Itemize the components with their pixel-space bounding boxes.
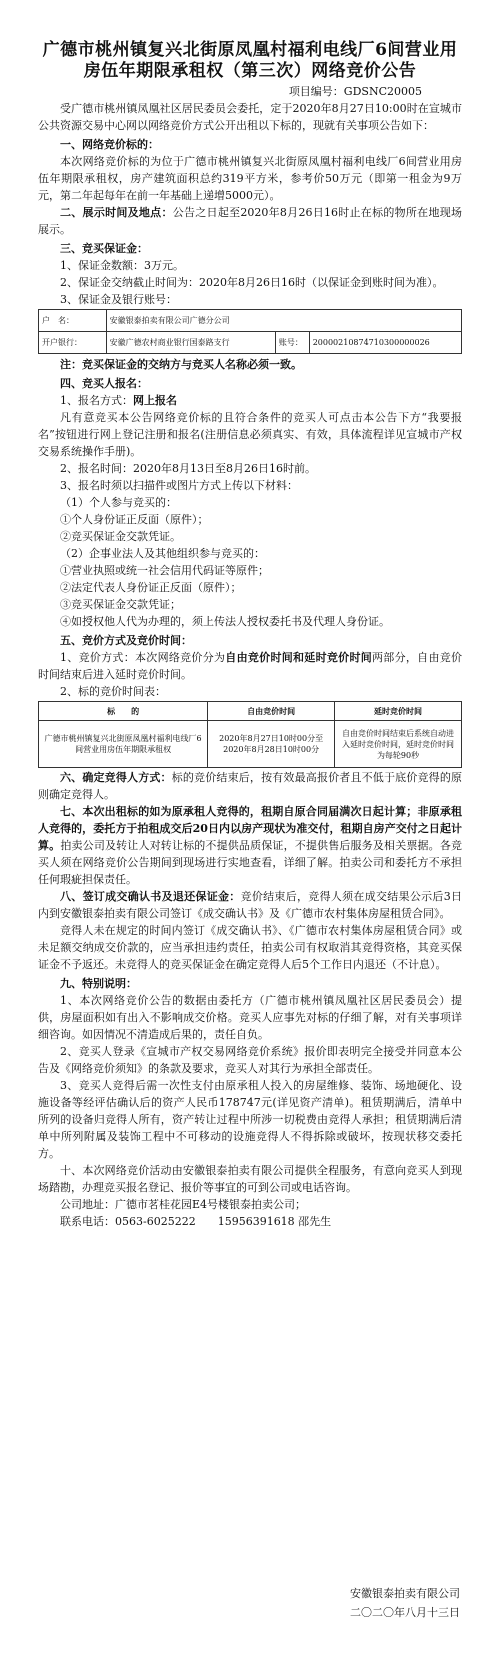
contact-phone: 联系电话：0563-6025222 15956391618 邵先生 — [60, 1215, 332, 1228]
registration-method — [38, 392, 462, 409]
intro-paragraph: 受广德市桃州镇凤凰社区居民委员会委托，定于2020年8月27日10:00时在宣城市公共资源交易中心网以网络竞价方式公开出租以下标的，现就有关事项公告如下： — [38, 102, 462, 132]
table-header: 自由竞价时间 — [208, 702, 335, 721]
table-cell: 2020年8月27日10时00分至2020年8月28日10时00分 — [208, 721, 335, 768]
deposit-deadline: 2、保证金交纳截止时间为：2020年8月26日16时（以保证金到账时间为准）。 — [60, 276, 444, 289]
section-9-heading: 九、特别说明： — [60, 977, 137, 990]
bank-name-value: 安徽广德农村商业银行国泰路支行 — [106, 332, 275, 354]
section-8-paragraph-2: 竞得人未在规定的时间内签订《成交确认书》、《广德市农村集体房屋租赁合同》或未足额交纳成交价款的，应当承担违约责任，拍卖公司有权取消其竞得资格，其竞买保证金不予返还。未竞得人的竞买保证金在确定竞得人后5个工作日内退还（不计息）。 — [38, 924, 462, 971]
section-2-text: 公告之日起至2020年8月26日16时止在标的物所在地现场展示。 — [38, 206, 462, 236]
section-1-text: 本次网络竞价标的为位于广德市桃州镇复兴北街原凤凰村福利电线厂6间营业用房伍年期限承租权，房产建筑面积总约319平方米，参考价50万元（即第一租金为9万元，第二年起每年在前一年基础上递增5000元）。 — [38, 155, 462, 202]
registration-time: 2、报名时间：2020年8月13日至8月26日16时前。 — [60, 462, 316, 475]
section-7-text: 拍卖公司及转让人对转让标的不提供品质保证，不提供售后服务及相关票据。各竞买人须在网络竞价公告期间到现场进行实地查看，详细了解。拍卖公司和委托方不承担任何瑕疵担保责任。 — [38, 839, 463, 886]
account-name-label: 户 名： — [39, 310, 107, 332]
bidding-method — [38, 649, 462, 683]
list-item: ①营业执照或统一社会信用代码证等原件； — [60, 564, 269, 577]
registration-instructions: 凡有意竞买本公告网络竞价标的且符合条件的竞买人可点击本公告下方“我要报名”按钮进行网上登记注册和报名(注册信息必须真实、有效，具体流程详见宣城市产权交易系统操作手册)。 — [38, 411, 462, 458]
special-note-1: 1、本次网络竞价公告的数据由委托方（广德市桃州镇凤凰社区居民委员会）提供，房屋面积如有出入不影响成交价格。竞买人应事先对标的仔细了解，对有关事项详细咨询。如因情况不清造成后果的，责任自负。 — [38, 994, 462, 1041]
list-item: ②竞买保证金交款凭证。 — [60, 530, 181, 543]
registration-method-value: 网上报名 — [133, 394, 177, 407]
section-4-heading: 四、竞买人报名： — [60, 377, 148, 390]
section-2-heading: 二、展示时间及地点： — [60, 206, 173, 219]
signature-company: 安徽银泰拍卖有限公司 — [350, 1587, 460, 1600]
special-note-3: 3、竞买人竞得后需一次性支付由原承租人投入的房屋维修、装饰、场地硬化、设施设备等经评估确认后的资产人民币178747元(详见资产清单)。租赁期满后，清单中所列的设备归竞得人所有，资产转让过程中所涉一切税费由竞得人承担；租赁期满后清单中所列附属及装饰工程中不可移动的设施竞得人不得拆除或破坏，按现状移交委托方。 — [38, 1079, 462, 1160]
section-5-heading: 五、竞价方式及竞价时间： — [60, 634, 192, 647]
section-6-text: 标的竞价结束后，按有效最高报价者且不低于底价竞得的原则确定竞得人。 — [38, 771, 463, 801]
project-number: 项目编号：GDSNC20005 — [288, 85, 422, 98]
bank-account-table — [38, 309, 462, 354]
table-row — [39, 332, 462, 354]
page-title: 广德市桃州镇复兴北街原凤凰村福利电线厂6间营业用房伍年期限承租权（第三次）网络竞价公告 — [42, 40, 458, 81]
account-number-label: 账号： — [275, 332, 309, 354]
bank-account-label: 3、保证金及银行账号： — [60, 293, 177, 306]
bidding-method-post: 两部分，自由竞价时间结束后进入延时竞价时间。 — [38, 651, 463, 681]
section-6-heading: 六、确定竞得人方式： — [60, 771, 172, 784]
section-7 — [38, 803, 462, 888]
section-2 — [38, 204, 462, 238]
section-8-text: 竞价结束后，竞得人须在成交结果公示后3日内到安徽银泰拍卖有限公司签订《成交确认书》及《广德市农村集体房屋租赁合同》。 — [38, 890, 463, 920]
bidding-method-pre: 1、竞价方式：本次网络竞价分为 — [60, 651, 226, 664]
bid-schedule-table — [38, 701, 462, 768]
deposit-note: 注：竞买保证金的交纳方与竞买人名称必须一致。 — [60, 358, 302, 371]
section-8 — [38, 888, 462, 922]
schedule-label: 2、标的竞价时间表： — [60, 685, 166, 698]
section-6 — [38, 769, 462, 803]
table-cell: 广德市桃州镇复兴北街原凤凰村福利电线厂6间营业用房伍年期限承租权 — [39, 721, 208, 768]
list-item: （1）个人参与竞买的： — [60, 496, 177, 509]
list-item: （2）企事业法人及其他组织参与竞买的： — [60, 547, 265, 560]
list-item: ②法定代表人身份证正反面（原件）； — [60, 581, 242, 594]
materials-list-heading: 3、报名时须以扫描件或图片方式上传以下材料： — [60, 479, 298, 492]
section-1-heading: 一、网络竞价标的： — [60, 138, 159, 151]
table-cell: 自由竞价时间结束后系统自动进入延时竞价时间，延时竞价时间为每轮90秒 — [335, 721, 462, 768]
table-header: 标 的 — [39, 702, 208, 721]
section-7-bold: 七、本次出租标的如为原承租人竞得的，租期自原合同届满次日起计算；非原承租人竞得的，委托方于拍租成交后20日内以房产现状为准交付，租期自房产交付之日起计算。 — [38, 805, 462, 852]
list-item: ③竞买保证金交款凭证； — [60, 598, 181, 611]
company-address: 公司地址：广德市茗桂花园E4号楼银泰拍卖公司； — [60, 1198, 307, 1211]
list-item: ④如授权他人代为办理的，须上传法人授权委托书及代理人身份证。 — [60, 615, 390, 628]
account-name-value: 安徽银泰拍卖有限公司广德分公司 — [106, 310, 461, 332]
special-note-2: 2、竞买人登录《宣城市产权交易网络竞价系统》报价即表明完全接受并同意本公告及《网络竞价须知》的条款及要求，竞买人对其行为承担全部责任。 — [38, 1045, 462, 1075]
bank-name-label: 开户银行： — [39, 332, 107, 354]
table-row — [39, 721, 462, 768]
section-8-heading: 八、签订成交确认书及退还保证金： — [60, 890, 241, 903]
signature-date: 二〇二〇年八月十三日 — [350, 1606, 460, 1619]
account-number-value: 20000210874710300000026 — [309, 332, 461, 354]
section-3-heading: 三、竞买保证金： — [60, 242, 148, 255]
registration-method-label: 1、报名方式： — [60, 394, 133, 407]
deposit-amount: 1、保证金数额：3万元。 — [60, 259, 184, 272]
table-header: 延时竞价时间 — [335, 702, 462, 721]
list-item: ①个人身份证正反面（原件）； — [60, 513, 209, 526]
table-header-row — [39, 702, 462, 721]
table-row — [39, 310, 462, 332]
bidding-method-bold: 自由竞价时间和延时竞价时间 — [225, 651, 373, 664]
section-10-text: 十、本次网络竞价活动由安徽银泰拍卖有限公司提供全程服务，有意向竞买人到现场踏勘，办理竞买报名登记、报价等事宜的可到公司或电话咨询。 — [38, 1164, 462, 1194]
